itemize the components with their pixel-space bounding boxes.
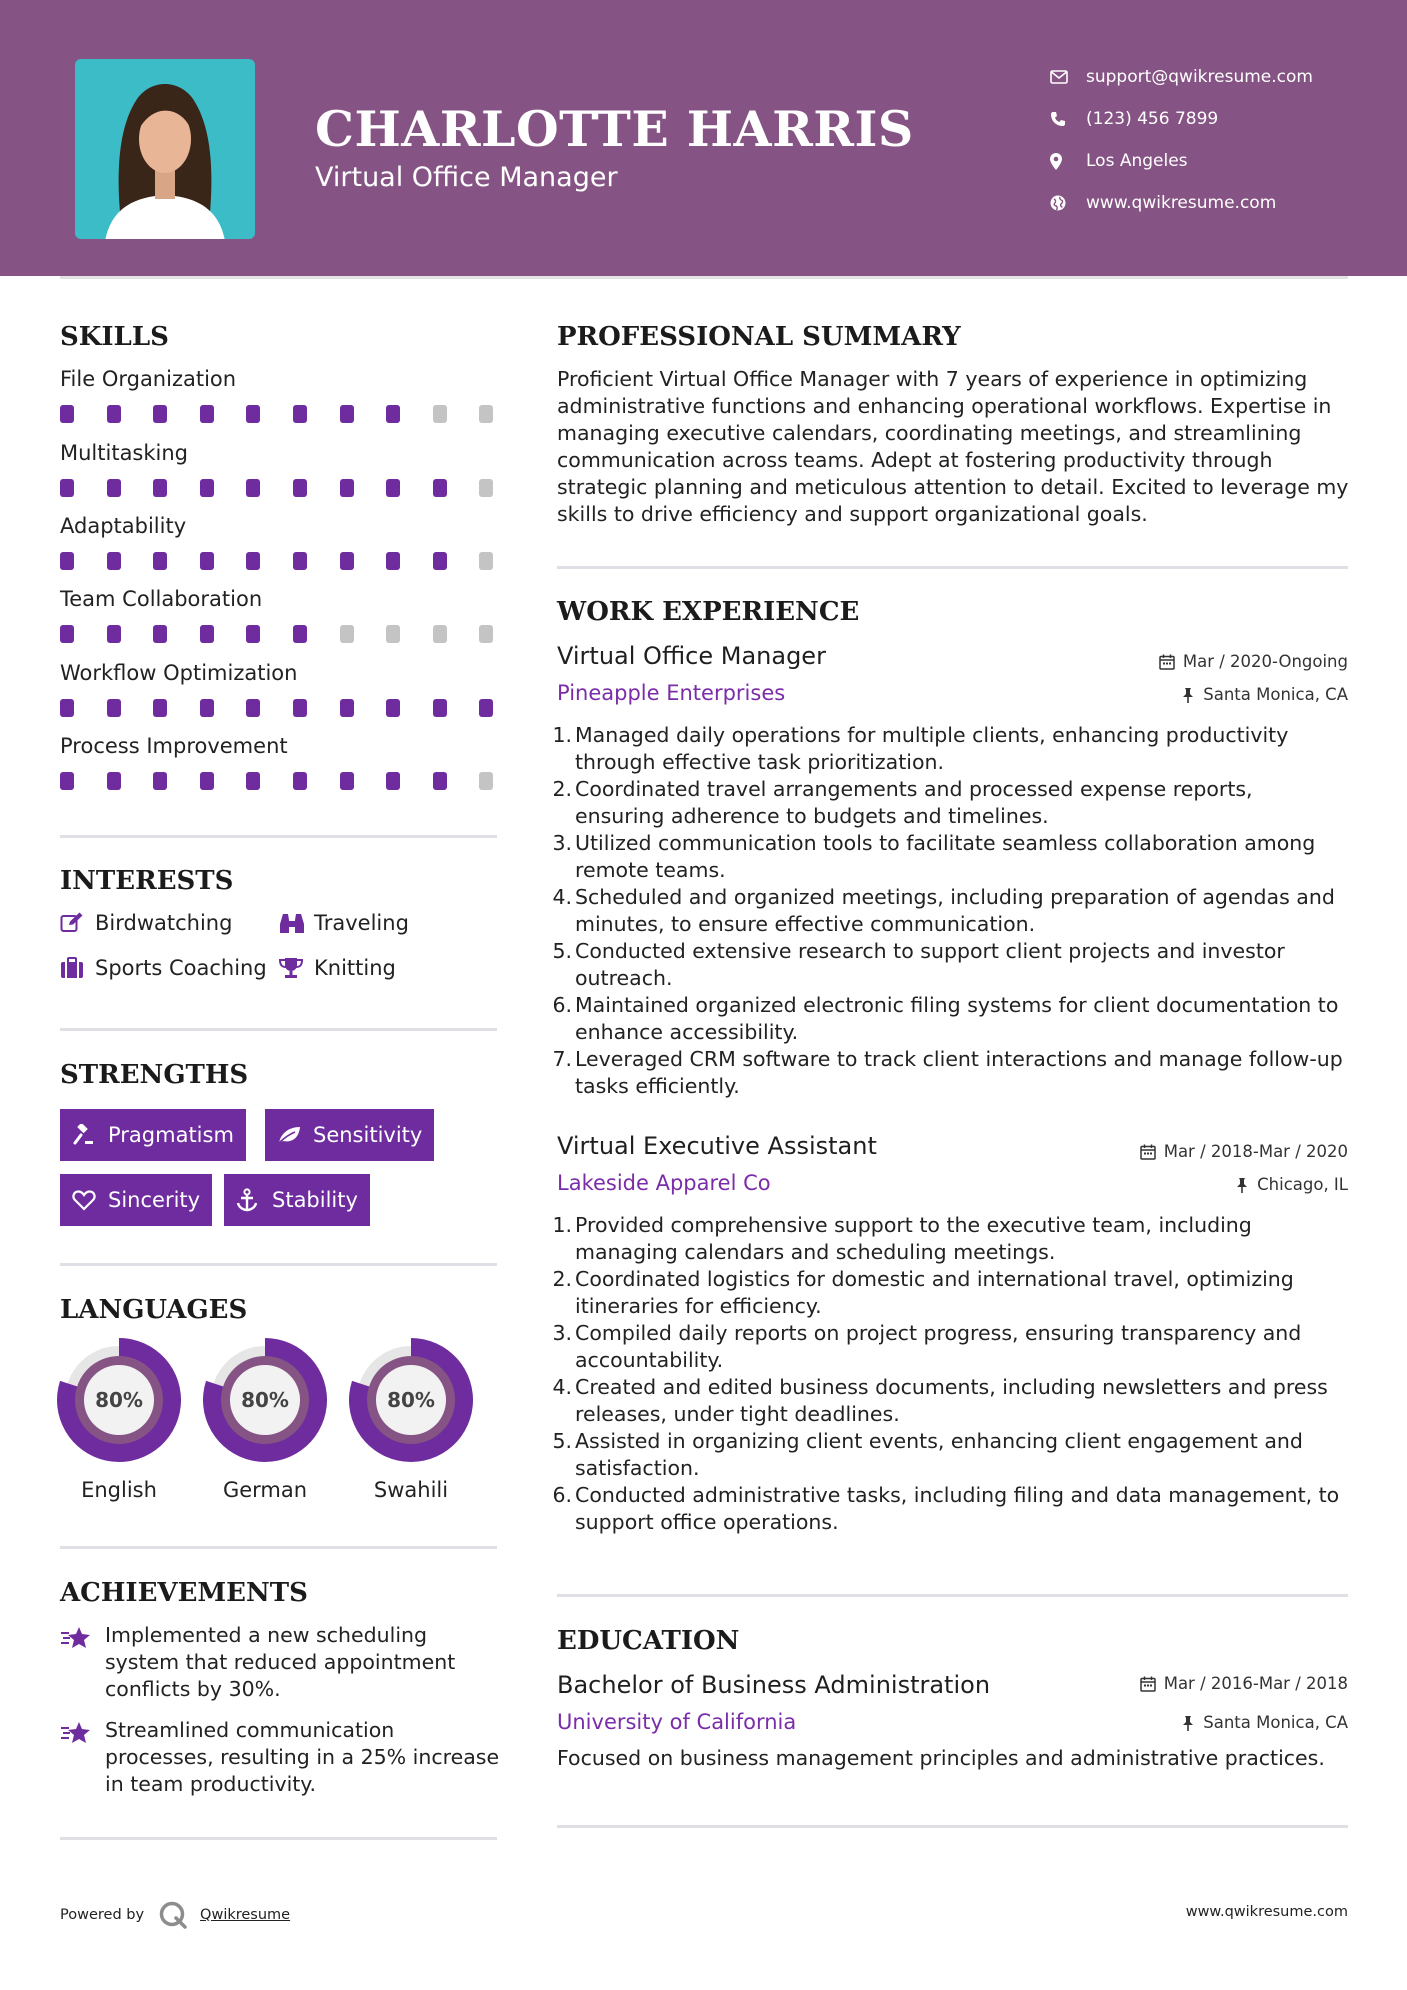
education-heading: EDUCATION [557, 1626, 740, 1656]
language-name: Swahili [373, 1478, 449, 1502]
interest-label: Traveling [314, 911, 409, 935]
job-location [1235, 1175, 1348, 1194]
language-ring [203, 1338, 327, 1462]
skill-dot-empty [479, 479, 493, 497]
skill-rating [60, 625, 500, 645]
skill-dot-filled [386, 405, 400, 423]
skill-dot-filled [60, 625, 74, 643]
skill-dot-filled [293, 625, 307, 643]
job-bullet: 3. Compiled daily reports on project progress, ensuring transparency and accountability. [552, 1321, 1302, 1372]
skill-dot-filled [200, 772, 214, 790]
skill-dot-filled [246, 405, 260, 423]
skill-dot-filled [386, 479, 400, 497]
skill-dot-filled [433, 699, 447, 717]
skill-dot-filled [107, 772, 121, 790]
interest-item [60, 956, 267, 980]
anchor-icon [236, 1188, 272, 1212]
skill-dot-filled [433, 552, 447, 570]
interest-label: Birdwatching [95, 911, 233, 935]
star-achievement-icon [60, 1721, 92, 1749]
globe-icon [1050, 195, 1086, 211]
achievement-text: Streamlined communication processes, resulting in a 25% increase in team productivity. [105, 1718, 500, 1796]
skill-dot-filled [246, 625, 260, 643]
education-dates-text: Mar / 2016-Mar / 2018 [1163, 1674, 1348, 1693]
skill-dot-filled [293, 552, 307, 570]
skill-name: Adaptability [60, 514, 187, 538]
skill-rating [60, 479, 500, 499]
section-divider [557, 1594, 1348, 1597]
skill-dot-filled [293, 772, 307, 790]
achievements-heading: ACHIEVEMENTS [60, 1578, 308, 1608]
strength-label: Pragmatism [108, 1123, 234, 1147]
language-item [349, 1338, 473, 1502]
skill-dot-filled [386, 699, 400, 717]
strength-badge [265, 1109, 434, 1161]
languages-heading: LANGUAGES [60, 1295, 248, 1325]
strength-label: Sensitivity [313, 1123, 423, 1147]
contact-location [1050, 140, 1313, 182]
skill-dot-filled [293, 699, 307, 717]
skill-rating [60, 772, 500, 792]
skill-dot-filled [60, 772, 74, 790]
skill-dot-filled [107, 479, 121, 497]
calendar-icon [1159, 654, 1175, 670]
strength-label: Stability [272, 1188, 358, 1212]
skills-heading: SKILLS [60, 322, 169, 352]
skill-dot-filled [433, 772, 447, 790]
language-name: German [222, 1478, 308, 1502]
job-bullet: 4. Created and edited business documents, including newsletters and press releases, under tight deadlines. [552, 1375, 1328, 1426]
calendar-icon [1140, 1144, 1156, 1160]
trophy-icon [279, 957, 314, 979]
summary-heading: PROFESSIONAL SUMMARY [557, 322, 961, 352]
skill-item [60, 441, 500, 499]
job-location [1181, 685, 1348, 704]
skill-dot-filled [246, 772, 260, 790]
location-pin-icon [1050, 153, 1086, 170]
skill-dot-filled [340, 405, 354, 423]
interest-label: Sports Coaching [95, 956, 267, 980]
skill-dot-filled [200, 405, 214, 423]
skill-dot-filled [60, 552, 74, 570]
skill-item [60, 514, 500, 572]
phone-icon [1050, 111, 1086, 127]
language-ring [349, 1338, 473, 1462]
job-location-text: Chicago, IL [1257, 1175, 1348, 1194]
contact-phone[interactable] [1050, 98, 1313, 140]
footer-powered-by [60, 1900, 290, 1930]
skill-dot-filled [153, 479, 167, 497]
skill-dot-empty [479, 625, 493, 643]
skill-dot-filled [60, 699, 74, 717]
education-description: Focused on business management principles and administrative practices. [557, 1746, 1325, 1770]
job-bullet: 4. Scheduled and organized meetings, including preparation of agendas and minutes, to ensure effective communication. [552, 885, 1335, 936]
section-divider [60, 1028, 497, 1031]
skill-dot-filled [153, 625, 167, 643]
skill-rating [60, 405, 500, 425]
contact-email[interactable] [1050, 56, 1313, 98]
skill-dot-filled [340, 479, 354, 497]
skill-dot-filled [293, 405, 307, 423]
skill-dot-filled [433, 479, 447, 497]
degree-title: Bachelor of Business Administration [557, 1671, 991, 1699]
job-bullet: 7. Leveraged CRM software to track client interactions and manage follow-up tasks efficiently. [552, 1047, 1343, 1098]
skill-dot-empty [386, 625, 400, 643]
skill-dot-filled [340, 699, 354, 717]
job-bullet: 3. Utilized communication tools to facilitate seamless collaboration among remote teams. [552, 831, 1316, 882]
job-bullet: 1. Managed daily operations for multiple clients, enhancing productivity through effective task prioritization. [552, 723, 1289, 774]
skill-dot-empty [479, 552, 493, 570]
candidate-title: Virtual Office Manager [315, 162, 618, 193]
language-item [57, 1338, 181, 1502]
skill-item [60, 734, 500, 792]
contact-list [1050, 56, 1313, 224]
skill-dot-filled [153, 405, 167, 423]
job-bullet: 6. Maintained organized electronic filing systems for client documentation to enhance accessibility. [552, 993, 1339, 1044]
job-location-text: Santa Monica, CA [1203, 685, 1348, 704]
interest-item [279, 956, 396, 980]
language-item [203, 1338, 327, 1502]
job-dates [1140, 1142, 1348, 1161]
heart-icon [72, 1189, 108, 1211]
skill-dot-filled [246, 699, 260, 717]
job-dates [1159, 652, 1348, 671]
education-location [1181, 1713, 1348, 1732]
education-location-text: Santa Monica, CA [1203, 1713, 1348, 1732]
skill-dot-filled [107, 625, 121, 643]
skill-dot-filled [340, 552, 354, 570]
summary-text: Proficient Virtual Office Manager with 7 years of experience in optimizing administrative functions and enhancing operational workflows. Expertise in managing executive calendars, coordinating meetings, and streamlining communication across teams. Adept at fostering productivity through strategic planning and meticulous attention to detail. Excited to leverage my skills to drive efficiency and support organizational goals. [557, 367, 1349, 526]
interest-item [60, 911, 232, 935]
skill-item [60, 367, 500, 425]
education-dates [1140, 1674, 1348, 1693]
skill-rating [60, 552, 500, 572]
header-divider [60, 276, 1348, 279]
strength-label: Sincerity [108, 1188, 201, 1212]
footer-url[interactable]: www.qwikresume.com [1185, 1904, 1348, 1920]
skill-name: Multitasking [60, 441, 189, 465]
brand-link[interactable]: Qwikresume [200, 1907, 291, 1923]
skill-name: Team Collaboration [60, 587, 263, 611]
skill-item [60, 587, 500, 645]
skill-dot-filled [386, 552, 400, 570]
skill-dot-filled [200, 699, 214, 717]
job-bullets [552, 722, 1345, 1100]
section-divider [60, 1263, 497, 1266]
skill-dot-empty [433, 625, 447, 643]
language-percent: 80% [241, 1388, 289, 1412]
skill-dot-filled [153, 552, 167, 570]
pushpin-icon [1235, 1177, 1249, 1193]
contact-email-text: support@qwikresume.com [1086, 67, 1313, 87]
interests-heading: INTERESTS [60, 866, 234, 896]
interest-item [279, 911, 409, 935]
skill-dot-filled [340, 772, 354, 790]
candidate-name: CHARLOTTE HARRIS [315, 100, 914, 158]
school-name: University of California [557, 1710, 797, 1734]
job-bullet: 5. Conducted extensive research to support client projects and investor outreach. [552, 939, 1285, 990]
skill-dot-filled [153, 772, 167, 790]
job-dates-text: Mar / 2020-Ongoing [1182, 652, 1348, 671]
company-name: Lakeside Apparel Co [557, 1171, 771, 1195]
envelope-icon [1050, 70, 1086, 84]
skill-dot-filled [293, 479, 307, 497]
experience-heading: WORK EXPERIENCE [557, 597, 860, 627]
skill-dot-empty [479, 405, 493, 423]
skill-dot-filled [200, 479, 214, 497]
skill-dot-filled [200, 625, 214, 643]
job-title: Virtual Executive Assistant [557, 1132, 877, 1160]
company-name: Pineapple Enterprises [557, 681, 786, 705]
job-bullet: 1. Provided comprehensive support to the executive team, including managing calendars and scheduling meetings. [552, 1213, 1252, 1264]
language-name: English [81, 1478, 157, 1502]
skill-dot-filled [107, 699, 121, 717]
contact-location-text: Los Angeles [1086, 151, 1188, 171]
skill-dot-filled [246, 479, 260, 497]
section-divider [60, 1546, 497, 1549]
resume-header [0, 0, 1407, 276]
strength-badge [60, 1174, 212, 1226]
skill-dot-empty [479, 772, 493, 790]
strength-badge [60, 1109, 246, 1161]
job-bullet: 5. Assisted in organizing client events, enhancing client engagement and satisfaction. [552, 1429, 1303, 1480]
star-achievement-icon [60, 1626, 92, 1654]
binoculars-icon [279, 912, 314, 934]
skill-dot-filled [386, 772, 400, 790]
skill-dot-empty [433, 405, 447, 423]
skill-dot-empty [340, 625, 354, 643]
leaf-icon [277, 1125, 313, 1145]
language-ring [57, 1338, 181, 1462]
section-divider [557, 1825, 1348, 1828]
section-divider [60, 835, 497, 838]
achievement-item [60, 1717, 500, 1798]
contact-website-text: www.qwikresume.com [1086, 193, 1277, 213]
section-divider [557, 566, 1348, 569]
job-title: Virtual Office Manager [557, 642, 826, 670]
qwikresume-logo-icon [158, 1900, 188, 1930]
powered-by-text: Powered by [60, 1907, 145, 1923]
job-bullet: 2. Coordinated logistics for domestic and international travel, optimizing itineraries for efficiency. [552, 1267, 1294, 1318]
skill-dot-filled [246, 552, 260, 570]
contact-phone-text: (123) 456 7899 [1086, 109, 1219, 129]
profile-photo [75, 59, 255, 239]
pencil-edit-icon [60, 912, 95, 934]
skill-dot-filled [60, 479, 74, 497]
job-bullet: 6. Conducted administrative tasks, including filing and data management, to support office operations. [552, 1483, 1340, 1534]
gavel-icon [72, 1124, 108, 1146]
briefcase-icon [60, 957, 95, 979]
interest-label: Knitting [314, 956, 396, 980]
job-dates-text: Mar / 2018-Mar / 2020 [1163, 1142, 1348, 1161]
skill-dot-filled [479, 699, 493, 717]
skill-dot-filled [60, 405, 74, 423]
language-percent: 80% [387, 1388, 435, 1412]
calendar-icon [1140, 1676, 1156, 1692]
job-bullet: 2. Coordinated travel arrangements and processed expense reports, ensuring adherence to budgets and timelines. [552, 777, 1253, 828]
job-bullets [552, 1212, 1345, 1536]
skill-dot-filled [107, 552, 121, 570]
skill-item [60, 661, 500, 719]
strength-badge [224, 1174, 370, 1226]
achievement-item [60, 1622, 500, 1703]
pushpin-icon [1181, 1715, 1195, 1731]
skill-name: Process Improvement [60, 734, 288, 758]
section-divider [60, 1837, 497, 1840]
pushpin-icon [1181, 687, 1195, 703]
language-percent: 80% [95, 1388, 143, 1412]
achievement-text: Implemented a new scheduling system that reduced appointment conflicts by 30%. [105, 1623, 456, 1701]
skill-rating [60, 699, 500, 719]
strengths-heading: STRENGTHS [60, 1060, 249, 1090]
contact-website[interactable] [1050, 182, 1313, 224]
skill-name: File Organization [60, 367, 237, 391]
skill-dot-filled [200, 552, 214, 570]
skill-name: Workflow Optimization [60, 661, 298, 685]
skill-dot-filled [153, 699, 167, 717]
skill-dot-filled [107, 405, 121, 423]
